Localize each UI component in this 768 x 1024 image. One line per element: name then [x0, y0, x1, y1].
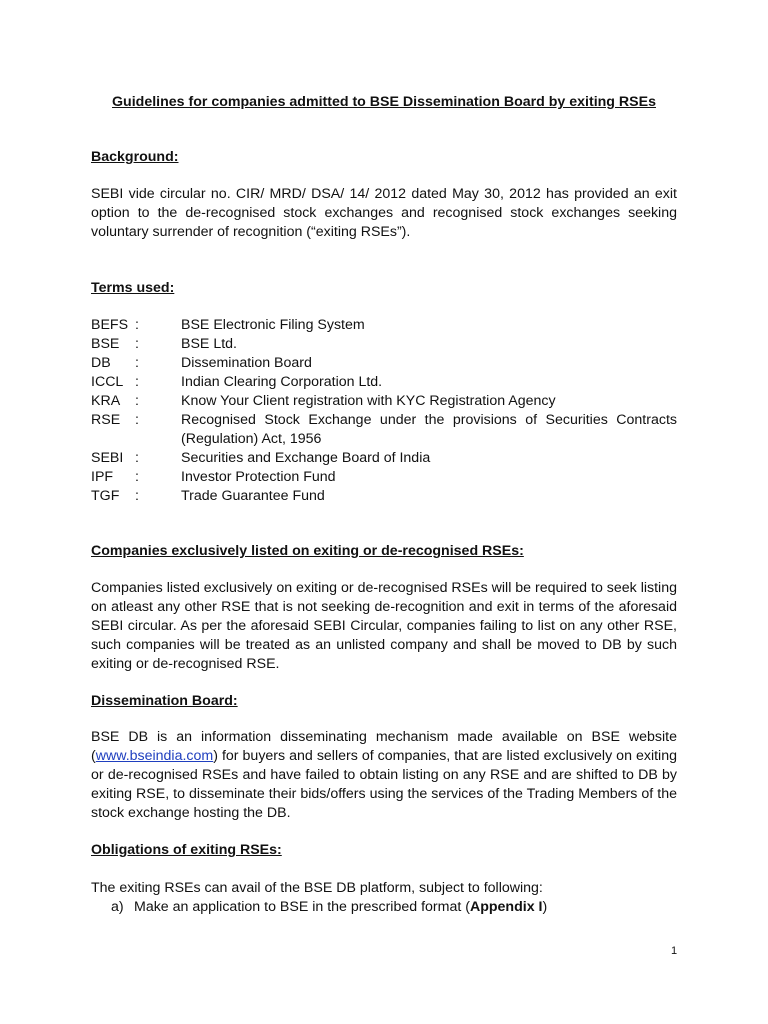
term-definition: Dissemination Board [181, 355, 312, 371]
dissemination-text-after: ) for buyers and sellers of companies, that are listed exclusively on exiting or de-recognised RSEs and have failed to obtain listing on any RSE and are shifted to DB by exiting RSE, to disseminate their bids/offers using the services of the Trading Members of the stock exchange hosting the DB. [91, 748, 677, 821]
term-row [91, 487, 681, 506]
term-row [91, 316, 681, 335]
term-definition: BSE Electronic Filing System [181, 317, 365, 333]
term-separator: : [135, 393, 139, 409]
page-number: 1 [671, 945, 678, 957]
term-abbreviation: BSE [91, 336, 120, 352]
background-heading: Background: [91, 149, 179, 165]
term-separator: : [135, 374, 139, 390]
background-paragraph: SEBI vide circular no. CIR/ MRD/ DSA/ 14/ 2012 dated May 30, 2012 has provided an exit option to the de-recognised stock exchanges and recognised stock exchanges seeking voluntary surrender of recognition (“exiting RSEs”). [91, 186, 677, 240]
term-definition: Investor Protection Fund [181, 469, 336, 485]
dissemination-heading: Dissemination Board: [91, 693, 238, 709]
term-abbreviation: RSE [91, 412, 121, 428]
term-abbreviation: IPF [91, 469, 114, 485]
term-abbreviation: ICCL [91, 374, 124, 390]
term-row [91, 468, 681, 487]
dissemination-paragraph [91, 728, 677, 823]
term-separator: : [135, 317, 139, 333]
term-row [91, 392, 681, 411]
term-abbreviation: TGF [91, 488, 120, 504]
bseindia-link[interactable]: www.bseindia.com [95, 748, 214, 764]
terms-list [91, 316, 681, 506]
term-separator: : [135, 412, 139, 428]
list-item-marker: a) [111, 899, 124, 915]
obligations-heading: Obligations of exiting RSEs: [91, 842, 282, 858]
term-row [91, 373, 681, 392]
document-title: Guidelines for companies admitted to BSE Dissemination Board by exiting RSEs [112, 94, 656, 110]
term-row [91, 449, 681, 468]
term-definition: BSE Ltd. [181, 336, 237, 352]
term-separator: : [135, 488, 139, 504]
term-abbreviation: DB [91, 355, 111, 371]
obligations-list-item [111, 898, 547, 917]
term-row [91, 335, 681, 354]
terms-heading: Terms used: [91, 280, 175, 296]
term-row [91, 354, 681, 373]
term-separator: : [135, 469, 139, 485]
term-definition: Trade Guarantee Fund [181, 488, 325, 504]
obligations-intro: The exiting RSEs can avail of the BSE DB platform, subject to following: [91, 880, 543, 896]
term-definition: Indian Clearing Corporation Ltd. [181, 374, 383, 390]
exclusive-heading: Companies exclusively listed on exiting or de-recognised RSEs: [91, 543, 524, 559]
term-definition: Recognised Stock Exchange under the provisions of Securities Contracts (Regulation) Act, 1956 [181, 412, 677, 447]
term-definition: Securities and Exchange Board of India [181, 450, 431, 466]
term-separator: : [135, 450, 139, 466]
term-separator: : [135, 355, 139, 371]
term-row [91, 411, 681, 449]
list-item-text-after: ) [542, 899, 548, 915]
term-separator: : [135, 336, 139, 352]
term-abbreviation: BEFS [91, 317, 129, 333]
term-abbreviation: KRA [91, 393, 121, 409]
term-definition: Know Your Client registration with KYC Registration Agency [181, 393, 556, 409]
exclusive-paragraph: Companies listed exclusively on exiting or de-recognised RSEs will be required to seek listing on atleast any other RSE that is not seeking de-recognition and exit in terms of the aforesaid SEBI circular. As per the aforesaid SEBI Circular, companies failing to list on any other RSE, such companies will be treated as an unlisted company and shall be moved to DB by such exiting or de-recognised RSE. [91, 580, 677, 672]
term-abbreviation: SEBI [91, 450, 124, 466]
dissemination-text-before: BSE DB is an information disseminating mechanism made available on BSE website ( [91, 729, 677, 764]
appendix-reference: Appendix I [469, 899, 543, 915]
list-item-text-before: Make an application to BSE in the prescribed format ( [134, 899, 470, 915]
